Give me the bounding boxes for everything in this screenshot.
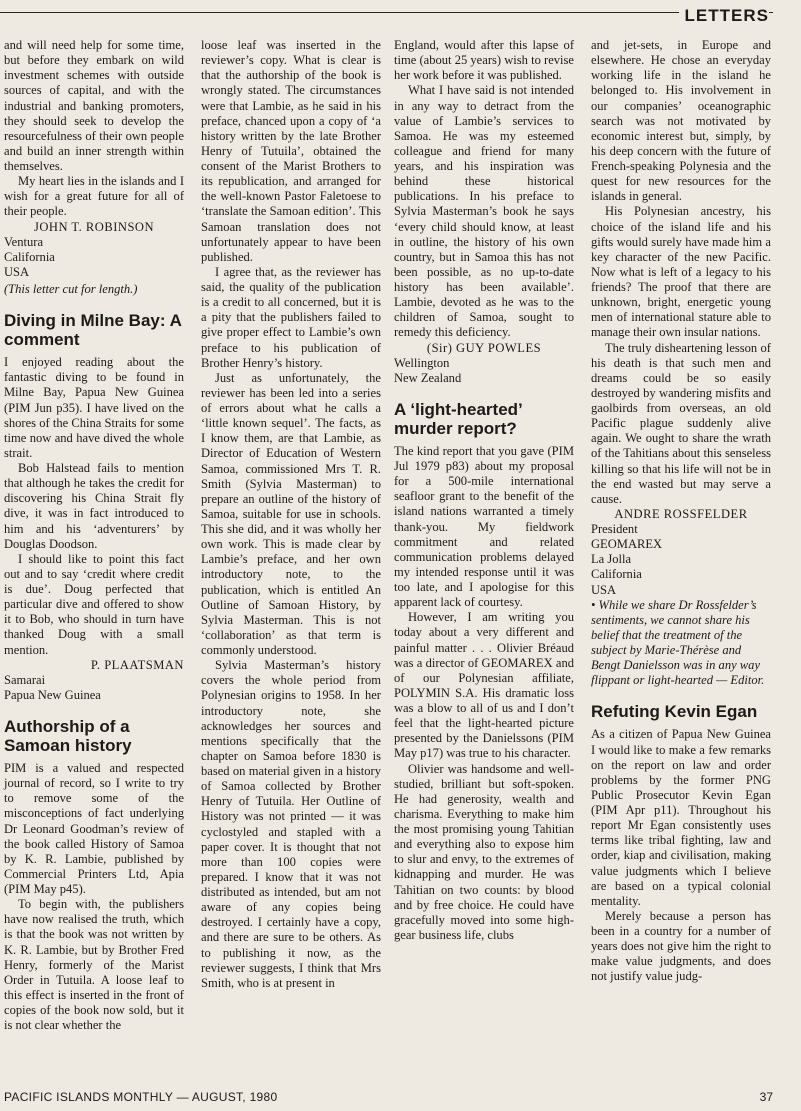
column-4 — [591, 38, 771, 985]
address-line: USA — [591, 582, 617, 597]
letter-paragraph: The kind report that you gave (PIM Jul 1979 p83) about my proposal for a 500-mile international seafloor grant to the benefit of the island nations warranted a timely thank-you. My fieldwork commitment and related communication problems delayed my intended response until it was too late, and I apologise for this apparent lack of courtesy. — [394, 443, 574, 610]
address-line: GEOMAREX — [591, 537, 663, 552]
editor-note: (This letter cut for length.) — [4, 282, 138, 296]
address-line: Samarai — [4, 672, 46, 687]
letter-paragraph: Olivier was handsome and well-studied, brilliant but soft-spoken. He had generosity, wealth and charisma. Everything to make him the most promising young Tahitian and everything also to expose him to slur and envy, to the extremes of kidnapping and murder. He was Tahitian on two counts: by blood and by free choice. He could have gracefully moved into some high-gear business life, clubs — [394, 761, 574, 942]
signature: (Sir) GUY POWLES — [426, 340, 542, 355]
letter-heading: A ‘light-hearted’ murder report? — [394, 399, 522, 438]
address-line: California — [591, 567, 642, 582]
signature: ANDRE ROSSFELDER — [614, 506, 748, 521]
letter-paragraph: I agree that, as the reviewer has said, the quality of the publication is a credit to all concerned, but it is a pity that the publishers failed to give proper effect to Lambie’s own preface to his publication of Brother Henry’s history. — [201, 264, 381, 370]
address-line: Papua New Guinea — [4, 687, 101, 702]
section-label: LETTERS — [679, 6, 769, 26]
letter-paragraph: What I have said is not intended in any way to detract from the value of Lambie’s services to Samoa. He was my esteemed colleague and friend for many years, and his inspiration was behind these historical publications. In his preface to Sylvia Masterman’s book he says ‘every child should know, at least in outline, the history of his own country, but in Samoa this has not been possible, as no up-to-date history has been available’. Lambie, devoted as he was to the children of Samoa, sought to remedy this deficiency. — [394, 83, 574, 340]
header-rule — [0, 12, 773, 13]
letter-heading: Diving in Milne Bay: A comment — [4, 311, 182, 350]
letter-paragraph: loose leaf was inserted in the reviewer’s copy. What is clear is that the authorship of the book is wrongly stated. The circumstances were that Lambie, as he said in his preface, chanced upon a copy of ‘a history written by the late Brother Henry of Tutuila’, obtained the consent of the Marist Brothers to its republication, and arranged for the well-known Pastor Faletoese to ‘translate the Samoan edition’. This Samoan translation does not unfortunately appear to have been published. — [201, 38, 381, 264]
letter-paragraph: Bob Halstead fails to mention that although he takes the credit for discovering his China Strait fly dive, it was in fact introduced to him and his ‘adventurers’ by Douglas Doodson. — [4, 461, 184, 551]
letter-paragraph: Sylvia Masterman’s history covers the whole period from Polynesian origins to 1958. In her introductory note, she acknowledges her sources and mentions specifically that the chapter on Samoa before 1830 is based on material given in a history of Samoa collected by Brother Henry of Tutuila. Her Outline of History was not printed — it was cyclostyled and stapled with a paper cover. It is thought that not more than 100 copies were prepared. I know that it was not distributed as intended, but am not aware of any copies being destroyed. I certainly have a copy, and there are sure to be others. As to publishing it now, as the reviewer suggests, I think that Mrs Smith, who is at present in — [201, 658, 381, 990]
page-number: 37 — [759, 1090, 773, 1104]
publication-line: PACIFIC ISLANDS MONTHLY — AUGUST, 1980 — [4, 1090, 278, 1104]
letter-paragraph: As a citizen of Papua New Guinea I would like to make a few remarks on the report on law and order problems by the former PNG Public Prosecutor Kevin Egan (PIM Apr p11). Throughout his report Mr Egan consistently uses terms like tribal fighting, law and order, kiap and civilisation, making value judgments which I believe are based on a typical colonial mentality. — [591, 727, 771, 908]
letter-paragraph: I should like to point this fact out and to say ‘credit where credit is due’. Doug perfected that particular dive and offered to show it to Bob, who should in turn have thanked Doug with a small mention. — [4, 551, 184, 657]
letter-paragraph: Merely because a person has been in a country for a number of years does not give him the right to make value judgments, and does not justify value judg- — [591, 908, 771, 984]
letter-paragraph: To begin with, the publishers have now realised the truth, which is that the book was not written by K. R. Lambie, but by Brother Fred Henry, formerly of the Marist Order in Tutuila. A loose leaf to this effect is inserted in the front of copies of the book now sold, but it is not clear whether the — [4, 897, 184, 1033]
letter-paragraph: PIM is a valued and respected journal of record, so I write to try to remove some of the misconceptions of fact underlying Dr Leonard Goodman’s review of the book called History of Samoa by K. R. Lambie, published by Commercial Printers Ltd, Apia (PIM May p45). — [4, 761, 184, 896]
editor-note: • While we share Dr Rossfelder’s sentiments, we cannot share his belief that the treatment of the subject by Marie-Thérèse and Bengt Danielsson was in any way flippant or light-hearted — Editor. — [591, 597, 765, 688]
article-columns — [0, 38, 801, 1068]
column-1 — [4, 38, 184, 1033]
address-line: USA — [4, 264, 30, 279]
letter-heading: Authorship of a Samoan history — [4, 717, 132, 755]
letter-paragraph: England, would after this lapse of time (about 25 years) wish to revise her work before it was published. — [394, 38, 574, 83]
column-3 — [394, 38, 574, 943]
address-line: New Zealand — [394, 370, 462, 385]
address-line: California — [4, 249, 55, 264]
letter-paragraph: However, I am writing you today about a very different and painful matter . . . Olivier Bréaud was a director of GEOMAREX and of our Polynesian affiliate, POLYMIN S.A. His dramatic loss was a blow to all of us and I don’t feel that the light-hearted picture presented by the Danielssons (PIM May p17) was true to his character. — [394, 610, 574, 761]
column-2 — [201, 38, 381, 991]
letter-paragraph: My heart lies in the islands and I wish for a great future for all of their people. — [4, 174, 184, 219]
letter-paragraph: His Polynesian ancestry, his choice of the island life and his gifts would surely have made him a key character of the new Pacific. Now what is left of a legacy to his friends? The proof that there are unknown, bright, energetic young men of international stature able to manage their own insular nations. — [591, 204, 771, 340]
letter-paragraph: Just as unfortunately, the reviewer has been led into a series of errors about what he calls a ‘little known sequel’. The facts, as I know them, are that Lambie, as Director of Education of Western Samoa, commissioned Mrs T. R. Smith (Sylvia Masterman) to prepare an outline of the history of Samoa, suitable for use in schools. This she did, and it was wholly her own work. This is made clear by Lambie’s preface, and her own introductory note, to the publication, which is entitled An Outline of Samoan History, by Sylvia Masterman. This is not ‘collaboration’ as that term is commonly understood. — [201, 370, 381, 657]
signature: JOHN T. ROBINSON — [33, 219, 155, 234]
address-line: La Jolla — [591, 552, 632, 567]
letter-paragraph: and jet-sets, in Europe and elsewhere. He chose an everyday working life in the island he belonged to. His involvement in our companies’ oceanographic search was not motivated by economic interest but, simply, by his deep concern with the future of French-speaking Polynesia and the quest for new resources for the islands in general. — [591, 38, 771, 204]
address-line: President — [591, 522, 638, 536]
address-line: Ventura — [4, 234, 44, 249]
letter-paragraph: I enjoyed reading about the fantastic diving to be found in Milne Bay, Papua New Guinea (PIM Jun p35). I have lived on the shores of the China Straits for some time now and have dived the whole strait. — [4, 355, 184, 460]
signature: P. PLAATSMAN — [90, 657, 184, 672]
letter-heading: Refuting Kevin Egan — [591, 702, 758, 722]
address-line: Wellington — [394, 355, 450, 370]
letter-paragraph: The truly disheartening lesson of his death is that such men and dreams could be so easily destroyed by wandering misfits and gaolbirds from overseas, an old Pacific plague suddenly alive again. We ought to share the wrath of the Tahitians about this senseless killing so that his life will not be in the end wasted but may serve a cause. — [591, 340, 771, 506]
letter-paragraph: and will need help for some time, but before they embark on wild investment schemes with outside sources of capital, and with the industrial and banking promoters, they should seek to develop the resourcefulness of their own people and build an inner strength within themselves. — [4, 38, 184, 173]
